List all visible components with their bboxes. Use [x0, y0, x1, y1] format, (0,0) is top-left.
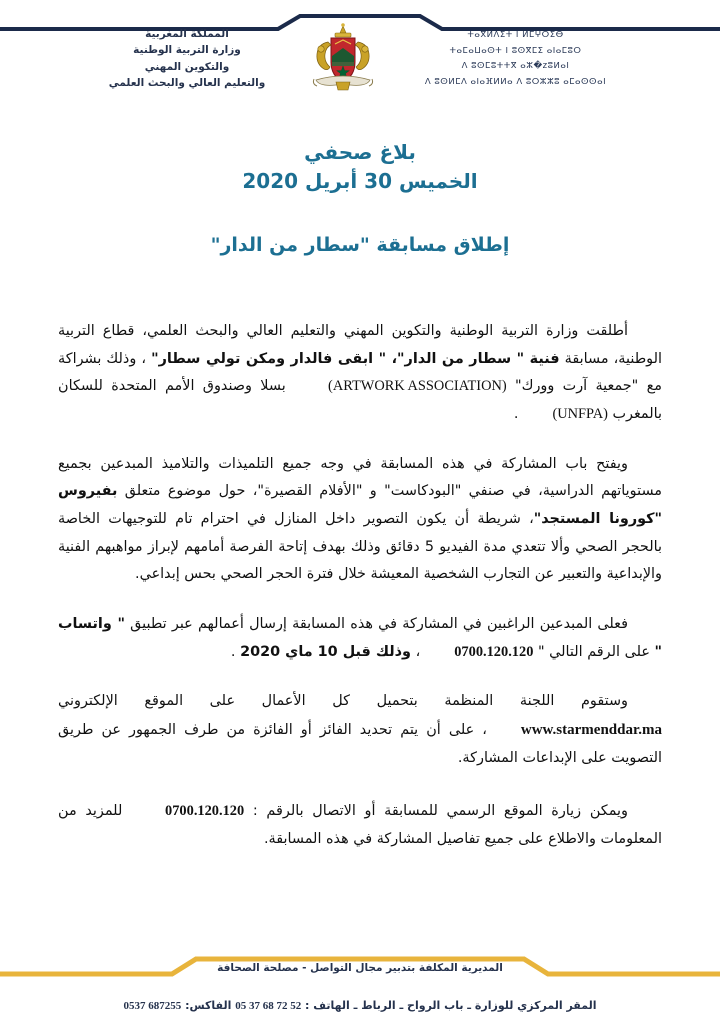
p1-artwork-association: (ARTWORK ASSOCIATION): [328, 378, 507, 395]
p3-text-4: .: [230, 643, 241, 660]
p1-unfpa: (UNFPA): [552, 405, 608, 422]
moroccan-coat-of-arms-icon: [306, 22, 380, 102]
tifinagh-line-2: ⵜⴰⵎⴰⵡⴰⵙⵜ ⵏ ⵓⵙⴳⵎⵉ ⴰⵏⴰⵎⵓⵔ: [449, 45, 582, 56]
footer-address: [0, 999, 720, 1012]
paragraph-4: [58, 688, 662, 772]
footer-department: المديرية المكلفة بتدبير مجال التواصل - مصلحة الصحافة: [217, 962, 503, 974]
p4-text-2: ، على أن يتم تحديد الفائز أو الفائزة من طرف الجمهور عن طريق التصويت على الإبداعات المشاركة.: [58, 721, 662, 766]
official-website-url[interactable]: www.starmenddar.ma: [520, 721, 662, 738]
paragraph-5: [58, 798, 662, 853]
p3-bold-whatsapp: " واتساب ": [58, 615, 662, 660]
release-date: الخميس 30 أبريل 2020: [242, 169, 478, 193]
footer-phone: 05 37 68 72 52: [235, 1000, 302, 1012]
whatsapp-number: 0700.120.120: [454, 643, 534, 660]
p5-text-2: للمزيد من المعلومات والاطلاع على جميع تفاصيل المشاركة في هذه المسابقة.: [58, 803, 662, 847]
p3-bold-deadline: وذلك قبل 10 ماي 2020: [240, 643, 411, 660]
footer-address-text: المقر المركزي للوزارة ـ باب الرواح ـ الرباط ـ الهاتف :: [301, 999, 597, 1012]
release-subtitle: إطلاق مسابقة "سطار من الدار": [210, 234, 510, 256]
paragraph-1: [58, 318, 662, 429]
p1-text-3: بسلا وصندوق الأمم المتحدة للسكان بالمغرب: [58, 378, 662, 422]
p3-text-3: ،: [411, 643, 421, 660]
paragraph-3: [58, 611, 662, 666]
p2-text-2: ، شريطة أن يكون التصوير داخل المنازل في احترام تام للتوجيهات الخاصة بالحجر الصحي وألا تتعدي مدة الفيديو 5 دقائق وذلك بهدف إتاحة الفرصة أمامهم لإبراز مواهبهم الفنية والإبداعية والتعبير عن التجارب الشخصية المعيشة خلال فترة الحجر الصحي بحس إبداعي.: [58, 510, 662, 583]
tifinagh-line-1: ⵜⴰⴳⵍⴷⵉⵜ ⵏ ⵍⵎⵖⵔⵉⴱ: [467, 30, 564, 40]
footer-fax: 0537 687255: [123, 1000, 182, 1012]
document-body: [58, 318, 662, 876]
kingdom-label: المملكة المغربية: [145, 28, 229, 40]
ministry-arabic-block: [80, 22, 295, 91]
p2-bold-virus: بفيروس "كورونا المستجد": [58, 483, 662, 527]
title-block: [0, 138, 720, 256]
ministry-line-1: وزارة التربية الوطنية: [133, 44, 241, 57]
emblem-container: [295, 22, 391, 102]
p1-text-1: أطلقت وزارة التربية الوطنية والتكوين المهني والتعليم العالي والبحث العلمي، قطاع التربية الوطنية، مسابقة: [58, 323, 662, 367]
p3-text-2: على الرقم التالي ": [533, 643, 655, 660]
p1-bold-competition-name: فنية " سطار من الدار"، " ابقى فالدار ومكن تولي سطار": [151, 350, 560, 367]
contact-number: 0700.120.120: [165, 803, 245, 820]
ministry-line-3: والتعليم العالي والبحث العلمي: [108, 76, 266, 89]
p1-text-2: ، وذلك بشراكة مع "جمعية آرت وورك": [58, 350, 662, 395]
p2-text-1: ويفتح باب المشاركة في هذه المسابقة في وجه جميع التلميذات والتلاميذ المبدعين بجميع مستوياتهم الدراسية، في صنفي "البودكاست" و "الأفلام القصيرة"، حول موضوع متعلق: [58, 455, 662, 500]
paragraph-2: [58, 451, 662, 589]
p5-text-1: ويمكن زيارة الموقع الرسمي للمسابقة أو الاتصال بالرقم :: [244, 803, 629, 820]
p4-text-1: وستقوم اللجنة المنظمة بتحميل كل الأعمال على الموقع الإلكتروني: [58, 693, 628, 710]
tifinagh-line-3: ⴷ ⵓⵙⵎⵓⵜⵜⴳ ⴰⵣ�zⵓⵍⴰⵏ: [461, 61, 570, 72]
p1-text-4: .: [513, 405, 519, 422]
ministry-line-2: والتكوين المهني: [144, 60, 230, 73]
tifinagh-line-4: ⴷ ⵓⵙⵍⵎⴷ ⴰⵏⴰⴼⵍⵍⴰ ⴷ ⵓⵔⵣⵣⵓ ⴰⵎⴰⵙⵙⴰⵏ: [424, 77, 607, 88]
document-header: [0, 22, 720, 108]
p3-text-1: فعلى المبدعين الراغبين في المشاركة في هذه المسابقة إرسال أعمالهم عبر تطبيق: [124, 615, 629, 632]
ministry-tifinagh-block: [391, 22, 641, 91]
footer-fax-label: الفاكس:: [181, 999, 236, 1012]
page-title: بلاغ صحفي: [304, 140, 416, 164]
